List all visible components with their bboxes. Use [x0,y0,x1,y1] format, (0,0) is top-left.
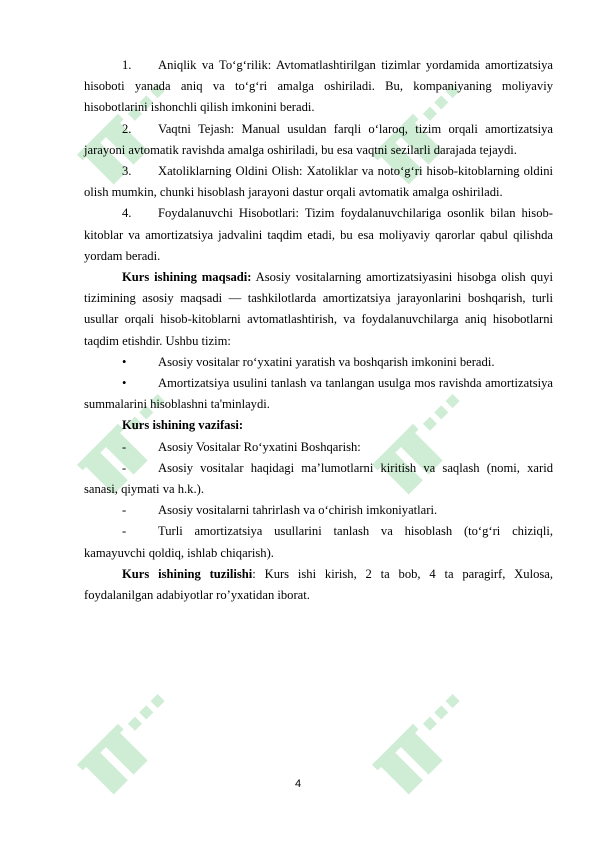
numbered-item [84,203,553,267]
item-number: 3. [122,164,132,179]
dash-text: Asosiy Vositalar Ro‘yxatini Boshqarish: [158,439,361,454]
item-number: 1. [122,58,132,72]
bullet-item [84,373,553,415]
dash-item [84,437,553,458]
dash-item [84,500,553,521]
structure-text: : Kurs ishi kirish, 2 ta bob, 4 ta paragirf, Xulosa, foydalanilgan adabiyotlar ro’yxatidan iborat. [84,566,553,603]
dash-text: Asosiy vositalarni tahrirlash va o‘chirish imkoniyatlari. [158,503,438,518]
dash-item [84,521,553,563]
dash-mark: - [122,524,127,539]
numbered-item [84,55,553,119]
dash-mark: - [122,460,127,475]
bullet-text: Asosiy vositalar ro‘yxatini yaratish va boshqarish imkonini beradi. [158,354,495,369]
item-text: Aniqlik va To‘g‘rilik: Avtomatlashtirilgan tizimlar yordamida amortizatsiya hisoboti yanada aniq va to‘g‘ri amalga oshiriladi. Bu, kompaniyaning moliyaviy hisobotlarini ishonchli qilish imkonini beradi. [84,58,553,115]
document-page [84,55,553,606]
dash-item [84,458,553,500]
dash-text: Turli amortizatsiya usullarini tanlash va hisoblash (to‘g‘ri chiziqli, kamayuvchi qoldiq, ishlab chiqarish). [84,524,553,560]
item-number: 4. [122,206,132,221]
goal-paragraph [84,267,553,352]
numbered-item [84,119,553,161]
item-text: Xatoliklarning Oldini Olish: Xatoliklar va noto‘g‘ri hisob-kitoblarning oldini olish mumkin, chunki hisoblash jarayoni dastur orqali avtomatik amalga oshiriladi. [84,164,553,200]
goal-text: Asosiy vositalarning amortizatsiyasini hisobga olish quyi tizimining asosiy maqsadi — tashkilotlarda amortizatsiya jarayonlarini boshqarish, turli usullar orqali hisob-kitoblarni avtomatlashtirish, va foydalanuvchilarga aniq hisobotlarni taqdim etishdir. Ushbu tizim: [84,270,553,348]
tasks-heading: Kurs ishining vazifasi: [122,418,244,433]
dash-text: Asosiy vositalar haqidagi ma’lumotlarni kiritish va saqlash (nomi, xarid sanasi, qiymati va h.k.). [84,460,553,497]
item-number: 2. [122,121,132,136]
dash-mark: - [122,439,127,454]
bullet-mark: • [122,354,127,369]
bullet-item [84,352,553,373]
dash-mark: - [122,503,127,518]
item-text: Vaqtni Tejash: Manual usuldan farqli o‘laroq, tizim orqali amortizatsiya jarayoni avtomatik ravishda amalga oshiriladi, bu esa vaqtni sezilarli darajada tejaydi. [84,121,553,157]
goal-label: Kurs ishining maqsadi: [122,270,252,285]
bullet-text: Amortizatsiya usulini tanlash va tanlangan usulga mos ravishda amortizatsiya summalarini hisoblashni ta'minlaydi. [84,376,553,412]
structure-label: Kurs ishining tuzilishi [122,566,253,581]
item-text: Foydalanuvchi Hisobotlari: Tizim foydalanuvchilariga osonlik bilan hisob-kitoblar va amortizatsiya jadvalini taqdim etadi, bu esa moliyaviy qarorlar qabul qilishda yordam beradi. [84,206,553,263]
watermark-logo-6 [350,665,500,815]
structure-paragraph [84,564,553,606]
bullet-mark: • [122,376,127,391]
watermark-logo-5 [55,665,205,815]
page-number: 4 [294,778,302,790]
numbered-item [84,161,553,203]
